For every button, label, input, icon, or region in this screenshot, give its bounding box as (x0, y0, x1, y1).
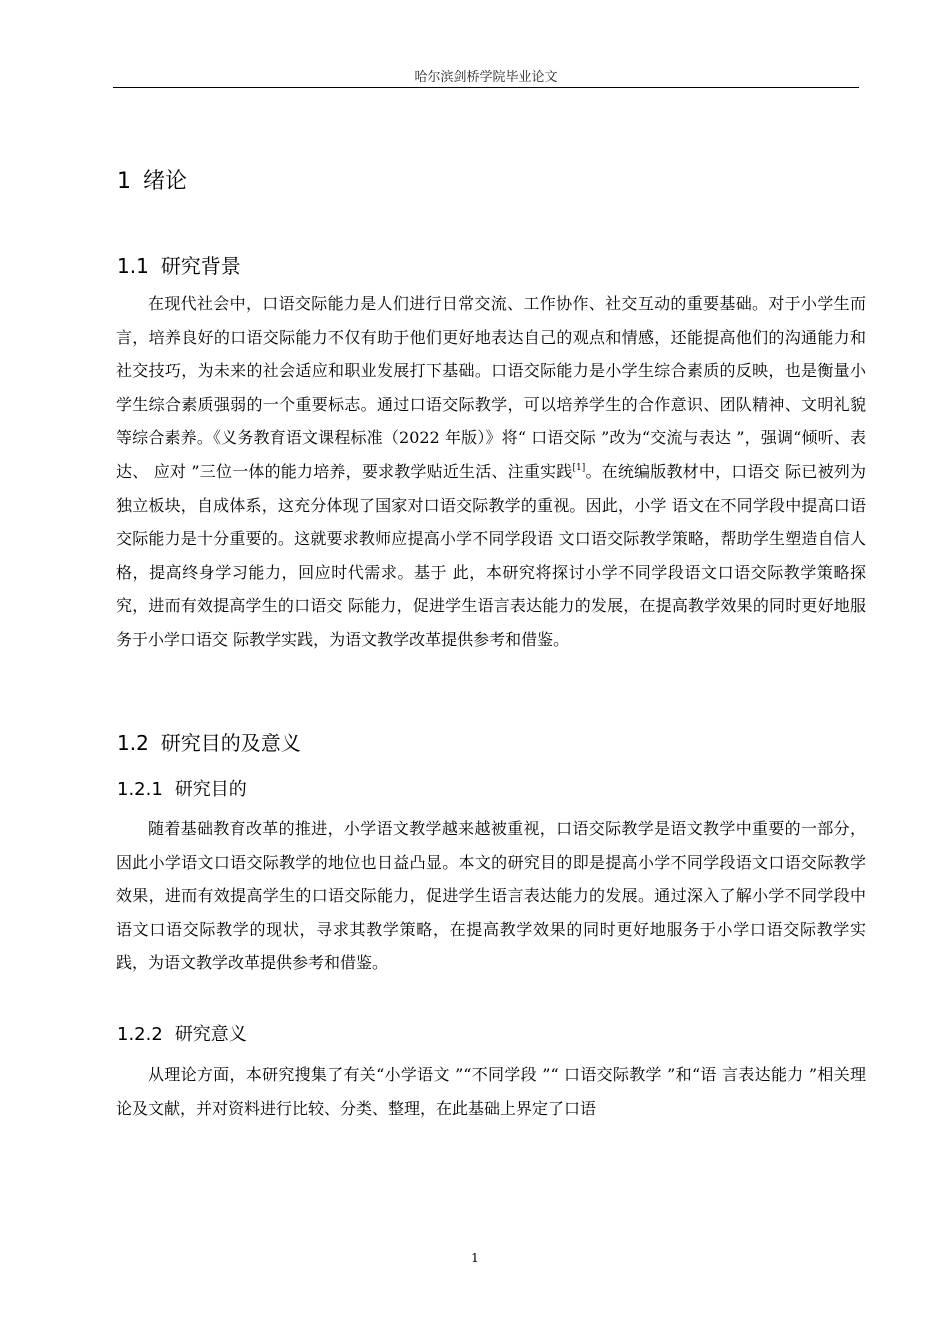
subsection-number: 1.2.1 (117, 779, 163, 800)
paragraph-text-a: 在现代社会中，口语交际能力是人们进行日常交流、工作协作、社交互动的重要基础。对于小学生而言，培养良好的口语交际能力不仅有助于他们更好地表达自己的观点和情感，还能提高他们的沟通能力和社交技巧，为未来的社会适应和职业发展打下基础。口语交际能力是小学生综合素质的反映，也是衡量小学生综合素质强弱的一个重要标志。通过口语交际教学，可以培养学生的合作意识、团队精神、文明礼貌等综合素养。《义务教育语文课程标准（2022 年版）》将“ 口语交际 ”改为“交流与表达 ”，强调“倾听、表达、 应对 ”三位一体的能力培养，要求教学贴近生活、注重实践 (116, 294, 866, 481)
subsection-title: 研究意义 (174, 1024, 247, 1045)
section-title: 研究背景 (160, 254, 241, 278)
chapter-title: 绪论 (143, 169, 188, 194)
section-number: 1.1 (117, 254, 149, 278)
subsection-heading-1-2-1 (117, 775, 247, 801)
citation: [1] (572, 462, 586, 473)
page-number: 1 (471, 1251, 479, 1265)
header-rule (113, 87, 859, 88)
paragraph-text-b: 。在统编版教材中，口语交 际已被列为独立板块，自成体系，这充分体现了国家对口语交际教学的重视。因此，小学 语文在不同学段中提高口语交际能力是十分重要的。这就要求教师应提高小学不同学段语 文口语交际教学策略，帮助学生塑造自信人格，提高终身学习能力，回应时代需求。基于 此，本研究将探讨小学不同学段语文口语交际教学策略探究，进而有效提高学生的口语交 际能力，促进学生语言表达能力的发展，在提高教学效果的同时更好地服务于小学口语交 际教学实践，为语文教学改革提供参考和借鉴。 (116, 461, 866, 649)
chapter-heading (117, 164, 187, 195)
subsection-number: 1.2.2 (117, 1024, 163, 1045)
subsection-title: 研究目的 (174, 779, 247, 800)
section-number: 1.2 (117, 731, 149, 755)
chapter-number: 1 (117, 169, 131, 194)
section-title: 研究目的及意义 (160, 731, 301, 755)
section-heading-1-1 (117, 250, 241, 279)
running-header: 哈尔滨剑桥学院毕业论文 (414, 70, 558, 85)
paragraph-purpose: 随着基础教育改革的推进，小学语文教学越来越被重视，口语交际教学是语文教学中重要的一部分，因此小学语文口语交际教学的地位也日益凸显。本文的研究目的即是提高小学不同学段语文口语交际教学效果，进而有效提高学生的口语交际能力，促进学生语言表达能力的发展。通过深入了解小学不同学段中语文口语交际教学的现状，寻求其教学策略，在提高教学效果的同时更好地服务于小学口语交际教学实践，为语文教学改革提供参考和借鉴。 (116, 819, 866, 973)
paragraph-background (116, 287, 866, 657)
subsection-heading-1-2-2 (117, 1020, 247, 1046)
section-heading-1-2 (117, 727, 301, 756)
paragraph-significance: 从理论方面，本研究搜集了有关“小学语文 ”“不同学段 ”“ 口语交际教学 ”和“语 言表达能力 ”相关理论及文献，并对资料进行比较、分类、整理，在此基础上界定了口语 (116, 1065, 866, 1118)
